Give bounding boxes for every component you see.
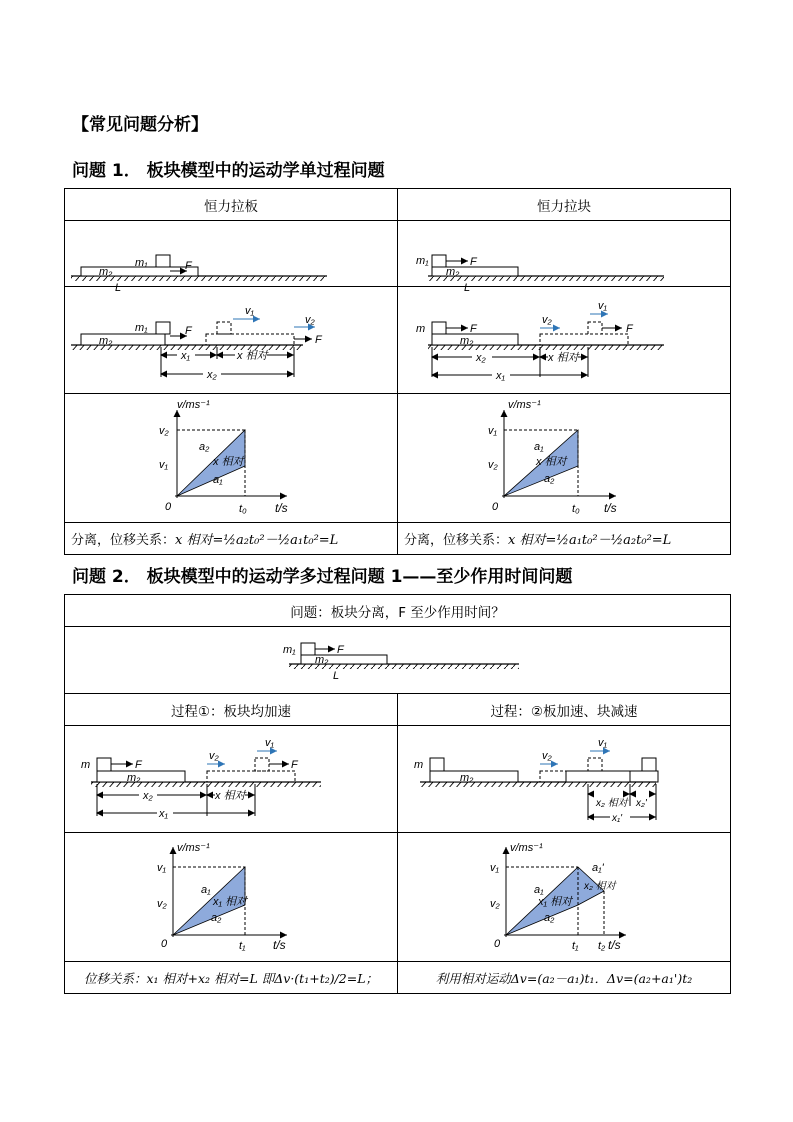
label-x2: x₂ <box>143 790 153 802</box>
label-x2-rel: x₂ 相对 <box>596 798 628 809</box>
tick-origin: 0 <box>161 938 168 950</box>
label-m2: m₂ <box>315 654 329 666</box>
label-m: m <box>81 759 91 771</box>
section-title: 【常见问题分析】 <box>72 115 208 135</box>
tick-v2: v₂ <box>159 425 169 437</box>
vt-graph-pull-block <box>398 394 731 523</box>
relation-prefix: 分离，位移关系： <box>404 533 509 548</box>
label-F-board: F <box>315 334 322 346</box>
diagram-process-1-motion <box>65 726 398 833</box>
tick-origin: 0 <box>165 501 172 513</box>
label-x1-rel: x₁ 相对 <box>538 896 573 908</box>
axis-v-label: v/ms⁻¹ <box>508 399 541 411</box>
label-L: L <box>333 670 340 682</box>
label-m2: m₂ <box>99 266 113 278</box>
label-L: L <box>115 282 122 294</box>
label-v2: v₂ <box>542 314 552 326</box>
label-F: F <box>470 256 477 268</box>
tick-t0: t₀ <box>239 503 247 515</box>
tick-t1: t₁ <box>572 940 579 952</box>
label-x-rel: x 相对 <box>536 456 567 468</box>
label-x-rel: x 相对 <box>215 790 246 802</box>
relation-process-1 <box>65 962 398 994</box>
relation-formula: x 相对=½a₂t₀²－½a₁t₀²=L <box>175 533 339 548</box>
label-v2: v₂ <box>305 314 315 326</box>
label-a1-prime: a₁' <box>592 862 604 874</box>
label-a2: a₂ <box>211 912 222 924</box>
axis-t-label: t/s <box>273 938 286 952</box>
label-x2-rel: x₂ 相对 <box>584 881 616 892</box>
label-m: m <box>414 759 424 771</box>
problem2-table <box>64 594 731 994</box>
header-process-2: 过程：②板加速、块减速 <box>398 694 731 726</box>
label-F: F <box>185 325 192 337</box>
label-F-block: F <box>291 759 298 771</box>
label-x1-prime: x₁' <box>612 813 623 824</box>
tick-v2: v₂ <box>490 898 500 910</box>
label-v1: v₁ <box>245 305 254 317</box>
relation-process-2 <box>398 962 731 994</box>
label-v1: v₁ <box>598 300 607 312</box>
label-m1: m₁ <box>416 255 429 267</box>
diagram-pull-block-motion <box>398 287 731 394</box>
label-x1: x₁ <box>159 808 168 820</box>
problem1-title: 问题 1． 板块模型中的运动学单过程问题 <box>72 161 385 181</box>
label-F: F <box>135 759 142 771</box>
label-x2: x₂ <box>476 352 486 364</box>
question-row: 问题：板块分离，F 至少作用时间？ <box>65 595 731 627</box>
label-v1: v₁ <box>265 737 274 749</box>
label-m: m <box>416 323 426 335</box>
label-a1: a₁ <box>534 884 544 896</box>
tick-t2: t₂ <box>598 940 606 952</box>
problem1-table <box>64 188 731 555</box>
label-x1: x₁ <box>496 370 505 382</box>
label-L: L <box>464 282 471 294</box>
axis-t-label: t/s <box>604 501 617 515</box>
label-m1: m₁ <box>135 257 148 269</box>
label-m2: m₂ <box>446 266 460 278</box>
label-x2-prime: x₂' <box>636 798 647 809</box>
label-x2: x₂ <box>207 369 217 381</box>
relation-formula: 利用相对运动Δv=(a₂－a₁)t₁．Δv=(a₂+a₁')t₂ <box>435 970 693 986</box>
label-F: F <box>337 644 344 656</box>
label-a2: a₂ <box>544 912 555 924</box>
label-v1: v₁ <box>598 737 607 749</box>
label-x-rel: x 相对 <box>213 456 244 468</box>
tick-v1: v₁ <box>157 862 166 874</box>
tick-v1: v₁ <box>488 425 497 437</box>
diagram-pull-board-initial <box>65 221 398 294</box>
label-a1: a₁ <box>201 884 211 896</box>
label-m2: m₂ <box>460 772 474 784</box>
tick-origin: 0 <box>494 938 501 950</box>
relation-prefix: 分离，位移关系： <box>71 533 176 548</box>
axis-v-label: v/ms⁻¹ <box>177 842 210 854</box>
label-v2: v₂ <box>209 750 219 762</box>
label-x1-rel: x₁ 相对 <box>213 896 248 908</box>
label-v2: v₂ <box>542 750 552 762</box>
axis-t-label: t/s <box>275 501 288 515</box>
vt-graph-process-2 <box>398 833 731 962</box>
axis-v-label: v/ms⁻¹ <box>177 399 210 411</box>
label-a2: a₂ <box>199 441 210 453</box>
axis-t-label: t/s <box>608 938 621 952</box>
relation-pull-block <box>398 523 731 555</box>
relation-formula: x 相对=½a₁t₀²－½a₂t₀²=L <box>508 533 672 548</box>
tick-v1: v₁ <box>490 862 499 874</box>
label-a1: a₁ <box>213 474 223 486</box>
vt-graph-pull-board <box>65 394 398 523</box>
tick-v2: v₂ <box>157 898 167 910</box>
label-F: F <box>185 260 192 272</box>
diagram-problem2-initial <box>65 627 731 694</box>
label-F-block: F <box>626 323 633 335</box>
label-m2: m₂ <box>127 772 141 784</box>
header-process-1: 过程①：板块均加速 <box>65 694 398 726</box>
tick-t1: t₁ <box>239 940 246 952</box>
tick-v1: v₁ <box>159 459 168 471</box>
relation-formula: 位移关系：x₁ 相对+x₂ 相对=L 即Δv·(t₁+t₂)/2=L； <box>83 970 379 986</box>
label-a2: a₂ <box>544 473 555 485</box>
diagram-pull-board-motion <box>65 287 398 394</box>
tick-v2: v₂ <box>488 459 498 471</box>
label-a1: a₁ <box>534 441 544 453</box>
header-pull-board: 恒力拉板 <box>65 189 398 221</box>
header-pull-block: 恒力拉块 <box>398 189 731 221</box>
diagram-process-2-motion <box>398 726 731 833</box>
label-x1: x₁ <box>181 350 190 362</box>
vt-graph-process-1 <box>65 833 398 962</box>
label-m1: m₁ <box>135 322 148 334</box>
axis-v-label: v/ms⁻¹ <box>510 842 543 854</box>
label-m2: m₂ <box>99 335 113 347</box>
label-x-rel: x 相对 <box>548 352 579 364</box>
diagram-pull-block-initial <box>398 221 731 294</box>
tick-origin: 0 <box>492 501 499 513</box>
label-x-rel: x 相对 <box>237 350 268 362</box>
relation-pull-board <box>65 523 398 555</box>
label-F: F <box>470 323 477 335</box>
tick-t0: t₀ <box>572 503 580 515</box>
problem2-title: 问题 2． 板块模型中的运动学多过程问题 1——至少作用时间问题 <box>72 567 573 587</box>
label-m2: m₂ <box>460 335 474 347</box>
label-m1: m₁ <box>283 644 296 656</box>
